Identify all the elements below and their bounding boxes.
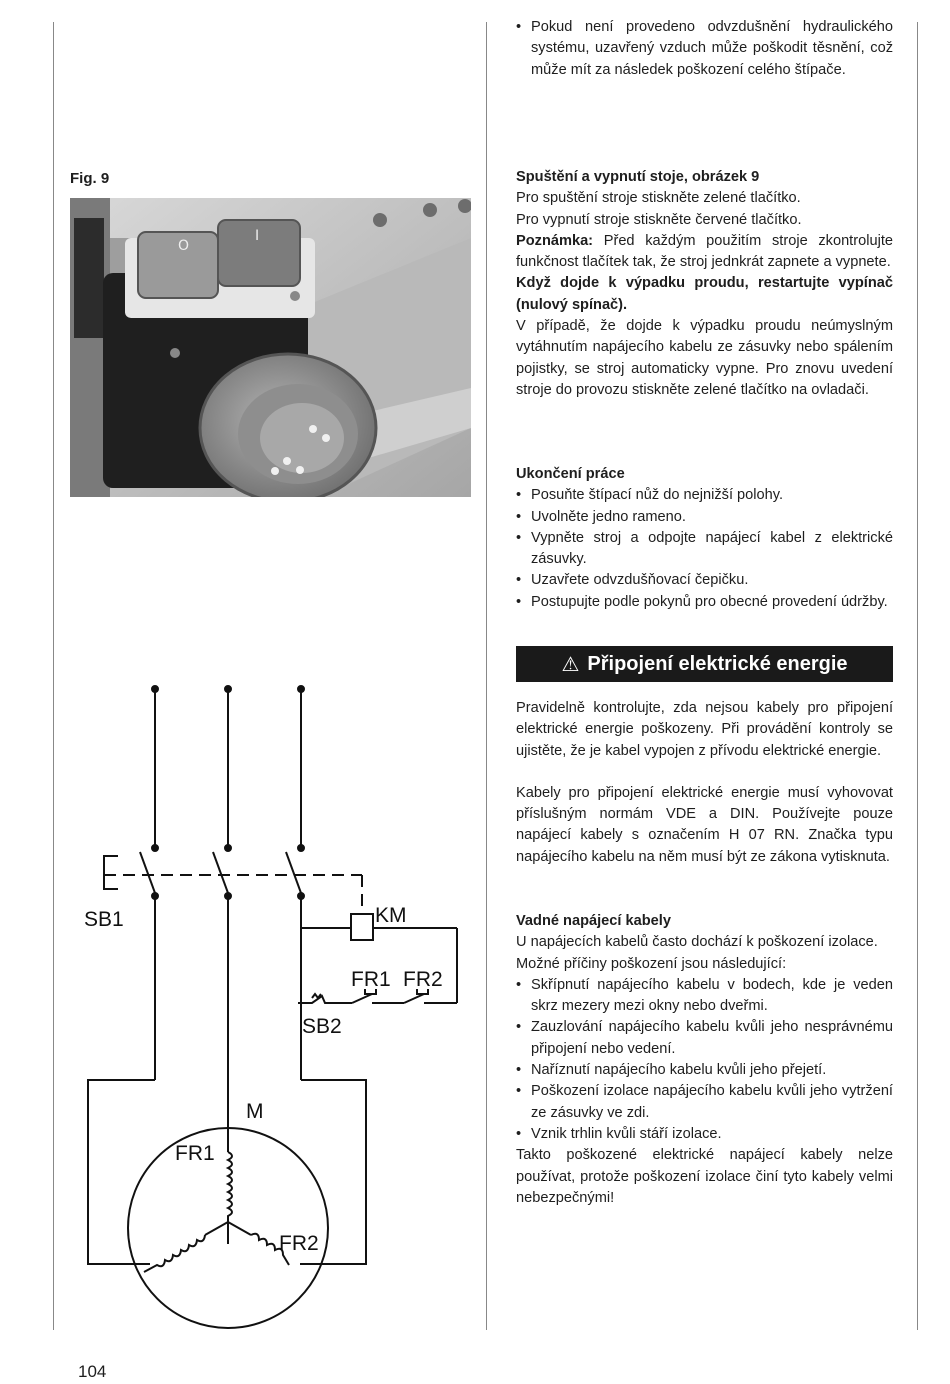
label-km: KM xyxy=(375,904,407,927)
list-item: • Zauzlování napájecího kabelu kvůli jeho nesprávnému připojení nebo vedení. xyxy=(516,1017,893,1060)
paragraph: Pravidelně kontrolujte, zda nejsou kabely pro připojení elektrické energie poškozeny. Při provádění kontroly se ujistěte, že je kabel vypojen z přívodu elektrické energie. xyxy=(516,700,893,759)
outage-heading: Když dojde k výpadku proudu, restartujte vypínač (nulový spínač). xyxy=(516,275,893,313)
section-heading: Vadné napájecí kabely xyxy=(516,913,671,929)
list-item: • Pokud není provedeno odvzdušnění hydraulického systému, uzavřený vzduch může poškodit těsnění, což může mít za následek poškození celého štípače. xyxy=(516,17,893,81)
banner-title: Připojení elektrické energie xyxy=(587,652,848,675)
list-item: • Skřípnutí napájecího kabelu v bodech, kde je veden skrz mezery mezi okny nebo dveřmi. xyxy=(516,975,893,1018)
bullet-list xyxy=(516,975,893,1145)
paragraph: Pro vypnutí stroje stiskněte červené tlačítko. xyxy=(516,211,802,228)
bullet-list xyxy=(516,485,893,613)
paragraph: Takto poškozené elektrické napájecí kabely nelze používat, protože poškození izolace činí tyto kabely velmi nebezpečnými! xyxy=(516,1147,893,1206)
list-item: • Uzavřete odvzdušňovací čepičku. xyxy=(516,570,893,591)
list-item: • Postupujte podle pokynů pro obecné provedení údržby. xyxy=(516,592,893,613)
svg-text:I: I xyxy=(255,228,260,244)
paragraph: Pro spuštění stroje stiskněte zelené tlačítko. xyxy=(516,190,801,207)
intro-section xyxy=(516,17,893,81)
label-fr2: FR2 xyxy=(403,968,443,991)
svg-text:O: O xyxy=(178,238,190,254)
label-sb1: SB1 xyxy=(84,908,124,931)
list-item: • Poškození izolace napájecího kabelu kvůli jeho vytržení ze zásuvky ve zdi. xyxy=(516,1081,893,1124)
left-margin-rule xyxy=(53,22,54,1330)
label-motor: M xyxy=(246,1100,264,1123)
note-paragraph xyxy=(516,231,893,274)
switch-photo xyxy=(70,198,471,497)
note-label: Poznámka: xyxy=(516,232,594,249)
section-banner xyxy=(516,646,893,682)
figure-label: Fig. 9 xyxy=(70,170,110,187)
label-fr1: FR1 xyxy=(351,968,391,991)
label-motor-fr1: FR1 xyxy=(175,1142,215,1165)
faulty-cables-section xyxy=(516,911,893,1209)
list-item: • Posuňte štípací nůž do nejnižší polohy. xyxy=(516,485,893,506)
section-heading: Ukončení práce xyxy=(516,466,625,482)
label-motor-fr2: FR2 xyxy=(279,1232,319,1255)
label-sb2: SB2 xyxy=(302,1015,342,1038)
list-item: • Uvolněte jedno rameno. xyxy=(516,507,893,528)
right-margin-rule xyxy=(917,22,918,1330)
wiring-schematic xyxy=(70,670,470,1340)
column-divider-rule xyxy=(486,22,487,1330)
power-section xyxy=(516,698,893,868)
paragraph: Možné příčiny poškození jsou následující: xyxy=(516,955,787,972)
section-heading: Spuštění a vypnutí stoje, obrázek 9 xyxy=(516,169,760,185)
list-item: • Vypněte stroj a odpojte napájecí kabel z elektrické zásuvky. xyxy=(516,528,893,571)
paragraph: V případě, že dojde k výpadku proudu neúmyslným vytáhnutím napájecího kabelu ze zásuvky nebo spálením pojistky, se stroj automaticky vypne. Pro znovu uvedení stroje do provozu stiskněte zelené tlačítko na ovladači. xyxy=(516,318,893,398)
note-text: Před každým použitím stroje zkontrolujte funkčnost tlačítek tak, že stroj jednkrát zapnete a vypnete. xyxy=(516,232,893,271)
page-number: 104 xyxy=(78,1362,107,1381)
start-stop-section xyxy=(516,167,893,401)
list-item: • Naříznutí napájecího kabelu kvůli jeho přejetí. xyxy=(516,1060,893,1081)
list-item: • Vznik trhlin kvůli stáří izolace. xyxy=(516,1124,893,1145)
intro-bullet-list xyxy=(516,17,893,81)
end-work-section xyxy=(516,464,893,613)
warning-triangle-icon: ⚠ xyxy=(561,653,580,676)
paragraph: Kabely pro připojení elektrické energie musí vyhovovat příslušným normám VDE a DIN. Používejte pouze napájecí kabely s označením H 07 RN. Značka typu napájecího kabelu na něm musí být ze zákona vytisknuta. xyxy=(516,784,893,865)
paragraph: U napájecích kabelů často dochází k poškození izolace. xyxy=(516,934,878,951)
